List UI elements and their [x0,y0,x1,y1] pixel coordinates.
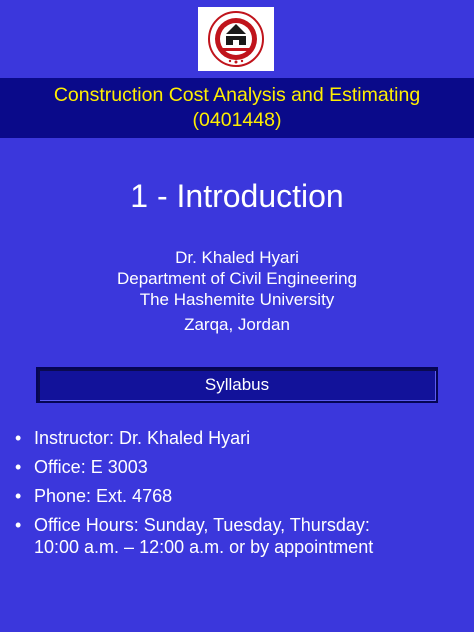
course-title-band [0,78,474,138]
list-item-text: Office Hours: Sunday, Tuesday, Thursday: [34,515,370,535]
course-title: Construction Cost Analysis and Estimating [53,84,421,106]
logo-container [198,7,274,71]
bullet-icon: • [15,428,22,448]
syllabus-list [14,427,464,565]
list-item-continuation: 10:00 a.m. – 12:00 a.m. or by appointment [34,537,374,557]
author-block [0,247,474,335]
author-name: Dr. Khaled Hyari [175,248,299,267]
university-seal-icon [204,10,268,68]
author-university: The Hashemite University [139,290,335,309]
list-item [14,485,464,507]
course-code: (0401448) [192,109,282,131]
list-item [14,514,464,558]
syllabus-label: Syllabus [204,375,270,394]
lecture-heading: 1 - Introduction [130,178,344,214]
bullet-icon: • [15,486,22,506]
syllabus-bar [36,367,438,403]
author-location: Zarqa, Jordan [184,315,290,334]
list-item-text: Phone: Ext. 4768 [34,486,173,506]
list-item [14,456,464,478]
list-item-text: Office: E 3003 [34,457,148,477]
author-department: Department of Civil Engineering [116,269,357,288]
bullet-icon: • [15,515,22,535]
list-item [14,427,464,449]
bullet-icon: • [15,457,22,477]
list-item-text: Instructor: Dr. Khaled Hyari [34,428,251,448]
